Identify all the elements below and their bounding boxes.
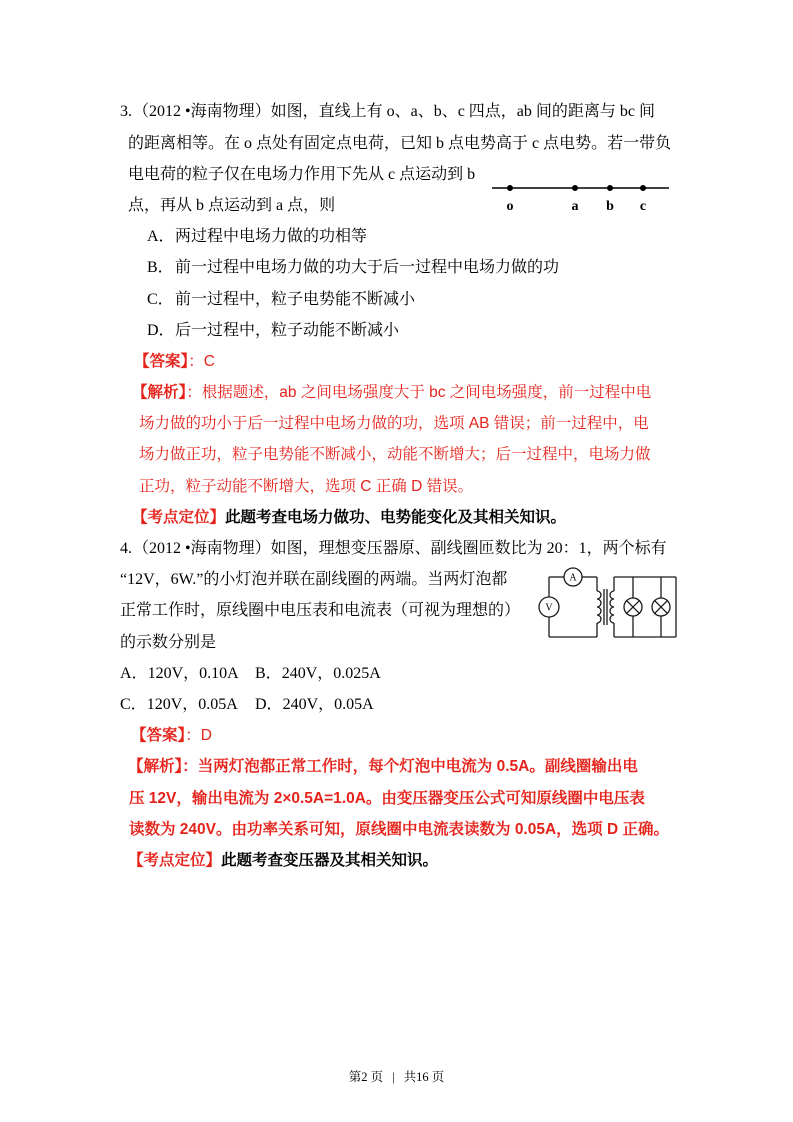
q3-analysis-text: 场力做正功，粒子电势能不断减小，动能不断增大；后一过程中，电场力做 (139, 446, 651, 464)
q4-options-row-1 (0, 658, 793, 689)
page-number: 第2 页 (348, 1070, 384, 1084)
q3-analysis-text: ：根据题述，ab 之间电场强度大于 bc 之间电场强度，前一过程中电 (186, 384, 652, 402)
q3-answer (0, 346, 793, 377)
q3-option-b-label: B． (147, 259, 174, 277)
q4-stem-text: （2012 •海南物理）如图，理想变压器原、副线圈匝数比为 20：1，两个标有 (133, 540, 667, 558)
q4-option-c-label: C． (120, 695, 147, 713)
secondary-coil (610, 591, 614, 623)
q4-analysis-text: ：当两灯泡都正常工作时，每个灯泡中电流为 0.5A。副线圈输出电 (182, 758, 638, 776)
q4-stem-text: “12V，6W.”的小灯泡并联在副线圈的两端。当两灯泡都 (120, 571, 508, 589)
q4-stem-text: 正常工作时，原线圈中电压表和电流表（可视为理想的） (120, 602, 521, 620)
q4-answer-text: ：D (185, 727, 212, 745)
q3-points-figure (485, 176, 675, 220)
page-total: 共16 页 (403, 1070, 445, 1084)
q4-option-c-text: 120V，0.05A (146, 695, 238, 713)
q4-stem-text: 的示数分别是 (120, 633, 217, 651)
q3-option-c (0, 284, 793, 315)
q4-option-b-label: B． (255, 664, 282, 682)
q4-option-b-text: 240V，0.025A (281, 664, 381, 682)
q3-answer-label: 【答案】 (134, 352, 189, 370)
point-c-dot (640, 185, 646, 191)
q4-analysis-line-3 (0, 814, 793, 845)
q4-option-a-label: A． (120, 664, 148, 682)
q3-analysis-line-2 (0, 408, 793, 439)
q4-key-point-label: 【考点定位】 (128, 851, 222, 869)
q3-key-point (0, 502, 793, 533)
q3-option-c-label: C． (147, 290, 174, 308)
q3-analysis-text: 正功，粒子动能不断增大，选项 C 正确 D 错误。 (139, 477, 474, 495)
q4-analysis-text: 压 12V，输出电流为 2×0.5A=1.0A。由变压器变压公式可知原线圈中电压表 (129, 789, 645, 807)
q4-option-d-text: 240V，0.05A (282, 695, 374, 713)
ammeter-label: A (569, 572, 577, 584)
q3-option-a-label: A． (147, 228, 175, 246)
q3-option-b (0, 252, 793, 283)
q4-answer (0, 720, 793, 751)
q4-answer-label: 【答案】 (131, 727, 186, 745)
q4-analysis-label: 【解析】 (128, 758, 183, 776)
voltmeter-label: V (545, 602, 553, 614)
q3-stem-line-1 (0, 96, 793, 127)
q4-option-c (120, 689, 255, 720)
page-footer (0, 1067, 793, 1087)
q4-key-point (0, 845, 793, 876)
q3-stem-line-2 (0, 128, 793, 159)
q3-stem-text: 电电荷的粒子仅在电场力作用下先从 c 点运动到 b (128, 165, 476, 183)
point-a-dot (572, 185, 578, 191)
q4-key-point-text: 此题考查变压器及其相关知识。 (221, 851, 439, 869)
q3-option-d-text: 后一过程中，粒子动能不断减小 (175, 321, 400, 339)
q4-option-d (255, 696, 374, 713)
q3-analysis-label: 【解析】 (132, 384, 187, 402)
q4-transformer-circuit (535, 564, 685, 646)
q4-stem-line-1 (0, 533, 793, 564)
q3-option-d (0, 315, 793, 346)
q3-key-point-text: 此题考查电场力做功、电势能变化及其相关知识。 (225, 508, 567, 526)
q3-option-d-label: D． (147, 321, 175, 339)
q4-option-d-label: D． (255, 695, 283, 713)
q3-analysis-line-3 (0, 439, 793, 470)
q4-number: 4. (120, 540, 132, 558)
q3-answer-text: ：C (188, 352, 215, 370)
point-a-label: a (571, 199, 579, 214)
q3-option-b-text: 前一过程中电场力做的功大于后一过程中电场力做的功 (175, 259, 560, 277)
q3-analysis-text: 场力做的功小于后一过程中电场力做的功，选项 AB 错误；前一过程中，电 (139, 415, 649, 433)
point-b-dot (607, 185, 613, 191)
q3-number: 3. (120, 103, 132, 121)
q4-options-row-2 (0, 689, 793, 720)
q4-option-a (120, 658, 255, 689)
q4-analysis-line-1 (0, 751, 793, 782)
q3-option-c-text: 前一过程中，粒子电势能不断减小 (175, 290, 416, 308)
q4-analysis-line-2 (0, 783, 793, 814)
point-b-label: b (606, 199, 614, 214)
point-o-label: o (506, 199, 514, 214)
q4-option-b (255, 665, 381, 682)
point-c-label: c (639, 199, 647, 214)
q4-analysis-text: 读数为 240V。由功率关系可知，原线圈中电流表读数为 0.05A，选项 D 正确。 (129, 820, 669, 838)
q3-stem-text: 点，再从 b 点运动到 a 点，则 (128, 196, 336, 214)
point-o-dot (507, 185, 513, 191)
q3-option-a (0, 221, 793, 252)
q3-analysis-line-1 (0, 377, 793, 408)
q3-stem-text: 的距离相等。在 o 点处有固定点电荷，已知 b 点电势高于 c 点电势。若一带负 (128, 134, 672, 152)
primary-coil (597, 591, 601, 623)
footer-separator: | (392, 1070, 395, 1084)
q3-key-point-label: 【考点定位】 (132, 508, 226, 526)
q4-option-a-text: 120V，0.10A (147, 664, 239, 682)
q3-analysis-line-4 (0, 471, 793, 502)
q3-option-a-text: 两过程中电场力做的功相等 (175, 228, 368, 246)
q3-stem-text: （2012 •海南物理）如图，直线上有 o、a、b、c 四点，ab 间的距离与 bc 间 (133, 103, 656, 121)
